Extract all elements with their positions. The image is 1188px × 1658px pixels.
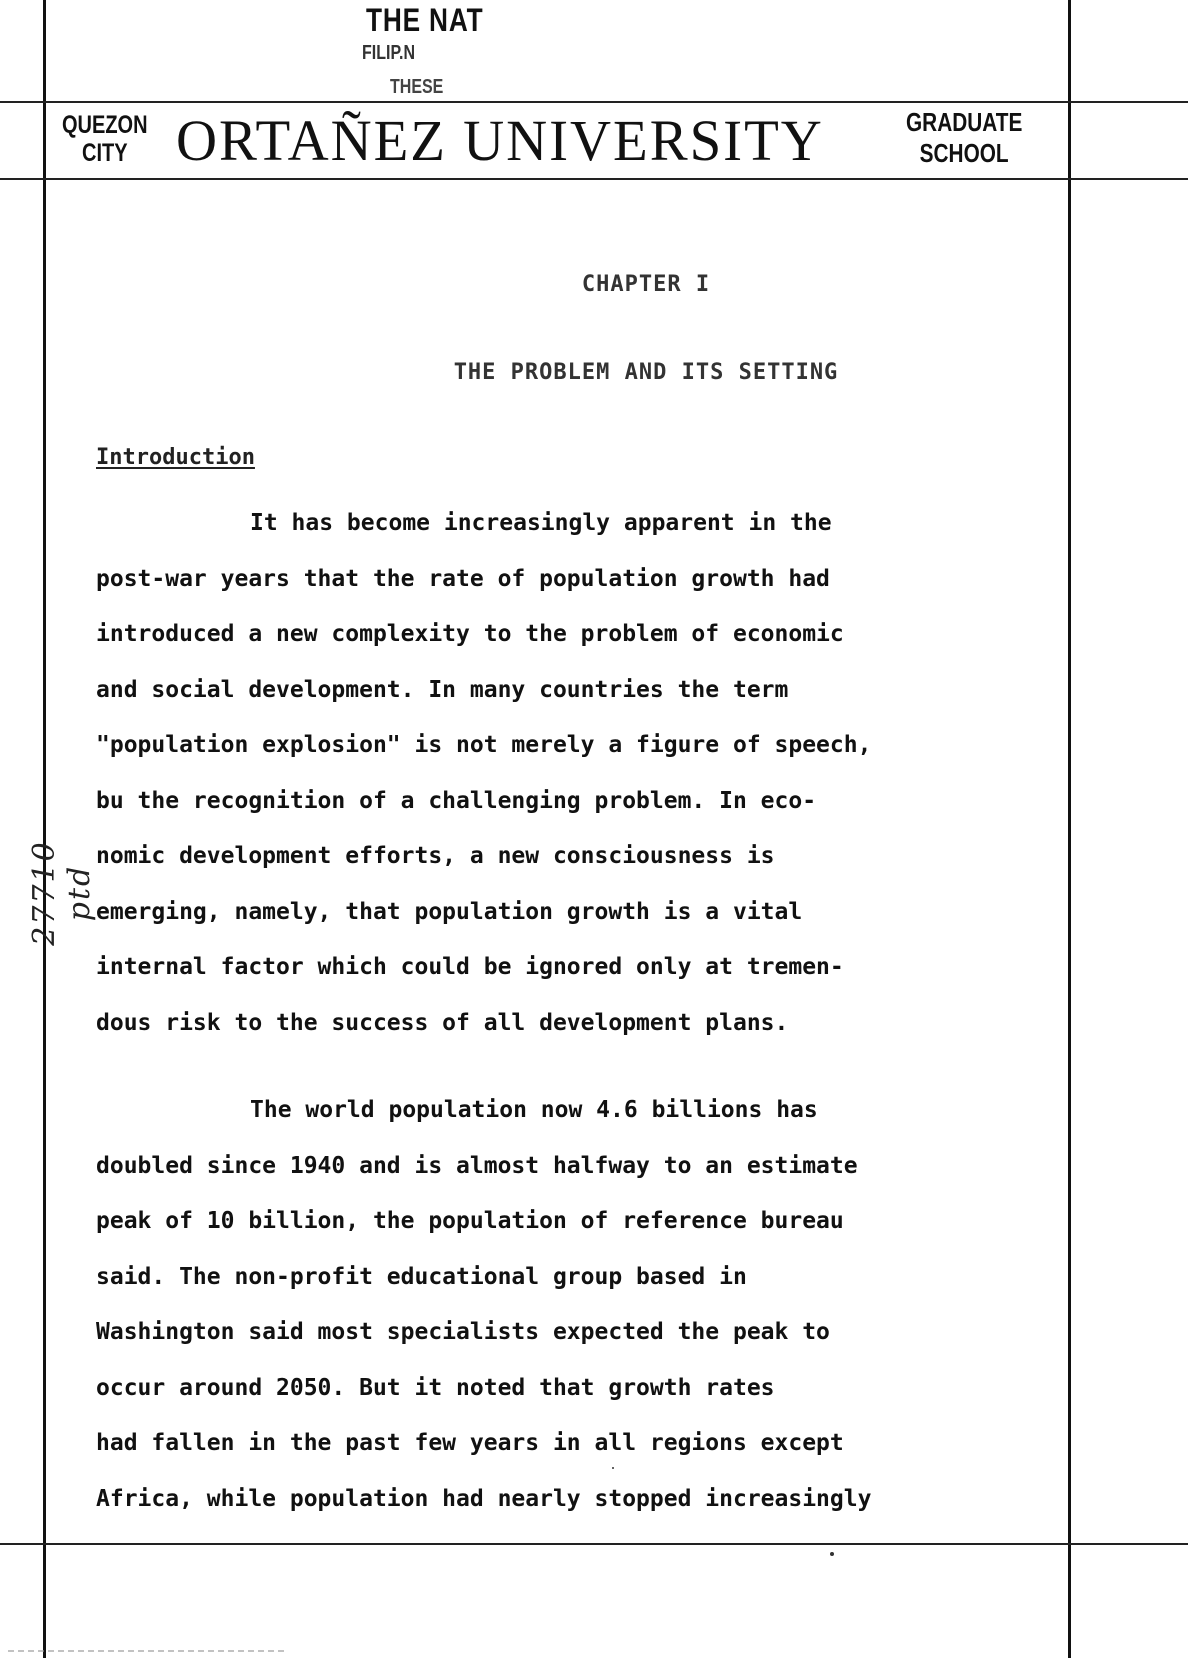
stamp-line-2: FILIP.N — [362, 42, 416, 64]
library-stamp — [360, 2, 740, 100]
paper-speck — [612, 1467, 614, 1469]
section-heading: Introduction — [96, 445, 255, 470]
text-line: internal factor which could be ignored only at tremen- — [96, 954, 844, 980]
paragraph-1 — [96, 508, 1066, 1063]
text-line: occur around 2050. But it noted that growth rates — [96, 1374, 775, 1401]
letterhead-city — [62, 111, 148, 167]
university-name: ORTAÑEZ UNIVERSITY — [176, 108, 824, 173]
stamp-line-3: THESE — [390, 76, 444, 98]
text-line: Washington said most specialists expected the peak to — [96, 1319, 830, 1345]
scan-noise — [8, 1650, 288, 1652]
letterhead-school — [906, 107, 1022, 169]
text-line: nomic development efforts, a new consciousness is — [96, 843, 775, 869]
chapter-number-text: CHAPTER I — [581, 272, 711, 297]
text-line: peak of 10 billion, the population of reference bureau — [96, 1208, 844, 1234]
chapter-number — [0, 272, 1188, 297]
text-line: doubled since 1940 and is almost halfway to an estimate — [96, 1152, 858, 1179]
chapter-title — [0, 360, 1188, 385]
text-line: introduced a new complexity to the problem of economic — [96, 621, 844, 647]
school-line-1: GRADUATE — [906, 107, 1023, 137]
paragraph-2 — [96, 1095, 1066, 1539]
text-line: emerging, namely, that population growth is a vital — [96, 898, 803, 925]
text-line: dous risk to the success of all development plans. — [96, 1009, 789, 1036]
text-line: and social development. In many countries the term — [96, 676, 789, 703]
footer-rule — [0, 1543, 1188, 1545]
right-margin-rule — [1068, 0, 1071, 1658]
text-line: "population explosion" is not merely a figure of speech, — [96, 732, 872, 758]
city-line-1: QUEZON — [62, 111, 148, 139]
text-line: The world population now 4.6 billions has — [250, 1097, 818, 1123]
text-line: said. The non-profit educational group based in — [96, 1263, 747, 1290]
paper-speck — [830, 1552, 834, 1556]
university-letterhead — [46, 103, 1068, 178]
text-line: had fallen in the past few years in all regions except — [96, 1430, 844, 1456]
chapter-title-text: THE PROBLEM AND ITS SETTING — [453, 360, 839, 385]
school-line-2: SCHOOL — [919, 138, 1009, 168]
text-line: Africa, while population had nearly stopped increasingly — [96, 1485, 872, 1512]
header-bottom-rule — [0, 178, 1188, 180]
city-line-2: CITY — [82, 139, 128, 167]
text-line: It has become increasingly apparent in the — [250, 510, 832, 536]
stamp-line-1: THE NAT — [366, 2, 484, 38]
text-line: bu the recognition of a challenging problem. In eco- — [96, 787, 817, 814]
handwritten-margin-note: 27710 ptd — [27, 840, 97, 946]
text-line: post-war years that the rate of population growth had — [96, 565, 830, 592]
